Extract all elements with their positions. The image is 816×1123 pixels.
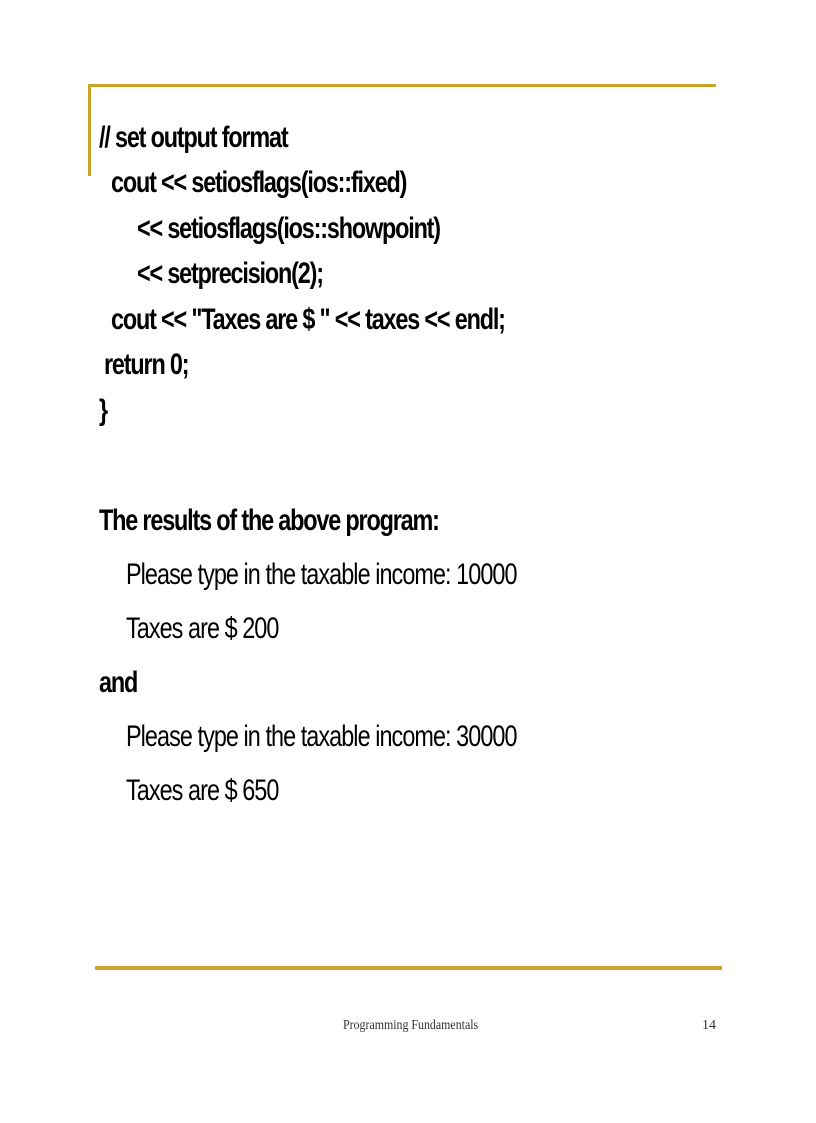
left-rule bbox=[88, 84, 91, 176]
bottom-rule bbox=[95, 966, 722, 970]
top-rule bbox=[88, 84, 716, 87]
code-line-return: return 0; bbox=[104, 348, 189, 381]
connector-and: and bbox=[99, 666, 138, 699]
code-line-comment: // set output format bbox=[99, 121, 288, 154]
code-line-showpoint: << setiosflags(ios::showpoint) bbox=[137, 212, 440, 245]
code-line-closing-brace: } bbox=[99, 394, 107, 427]
run2-output: Taxes are $ 650 bbox=[126, 774, 279, 807]
code-line-setprecision: << setprecision(2); bbox=[137, 257, 323, 290]
code-line-cout-taxes: cout << "Taxes are $ " << taxes << endl; bbox=[111, 303, 505, 336]
run1-output: Taxes are $ 200 bbox=[126, 612, 279, 645]
run2-prompt: Please type in the taxable income: 30000 bbox=[126, 720, 517, 753]
code-line-cout-fixed: cout << setiosflags(ios::fixed) bbox=[111, 166, 407, 199]
page-number: 14 bbox=[702, 1018, 716, 1033]
footer-title: Programming Fundamentals bbox=[343, 1018, 479, 1033]
run1-prompt: Please type in the taxable income: 10000 bbox=[126, 558, 517, 591]
results-heading: The results of the above program: bbox=[99, 504, 439, 537]
